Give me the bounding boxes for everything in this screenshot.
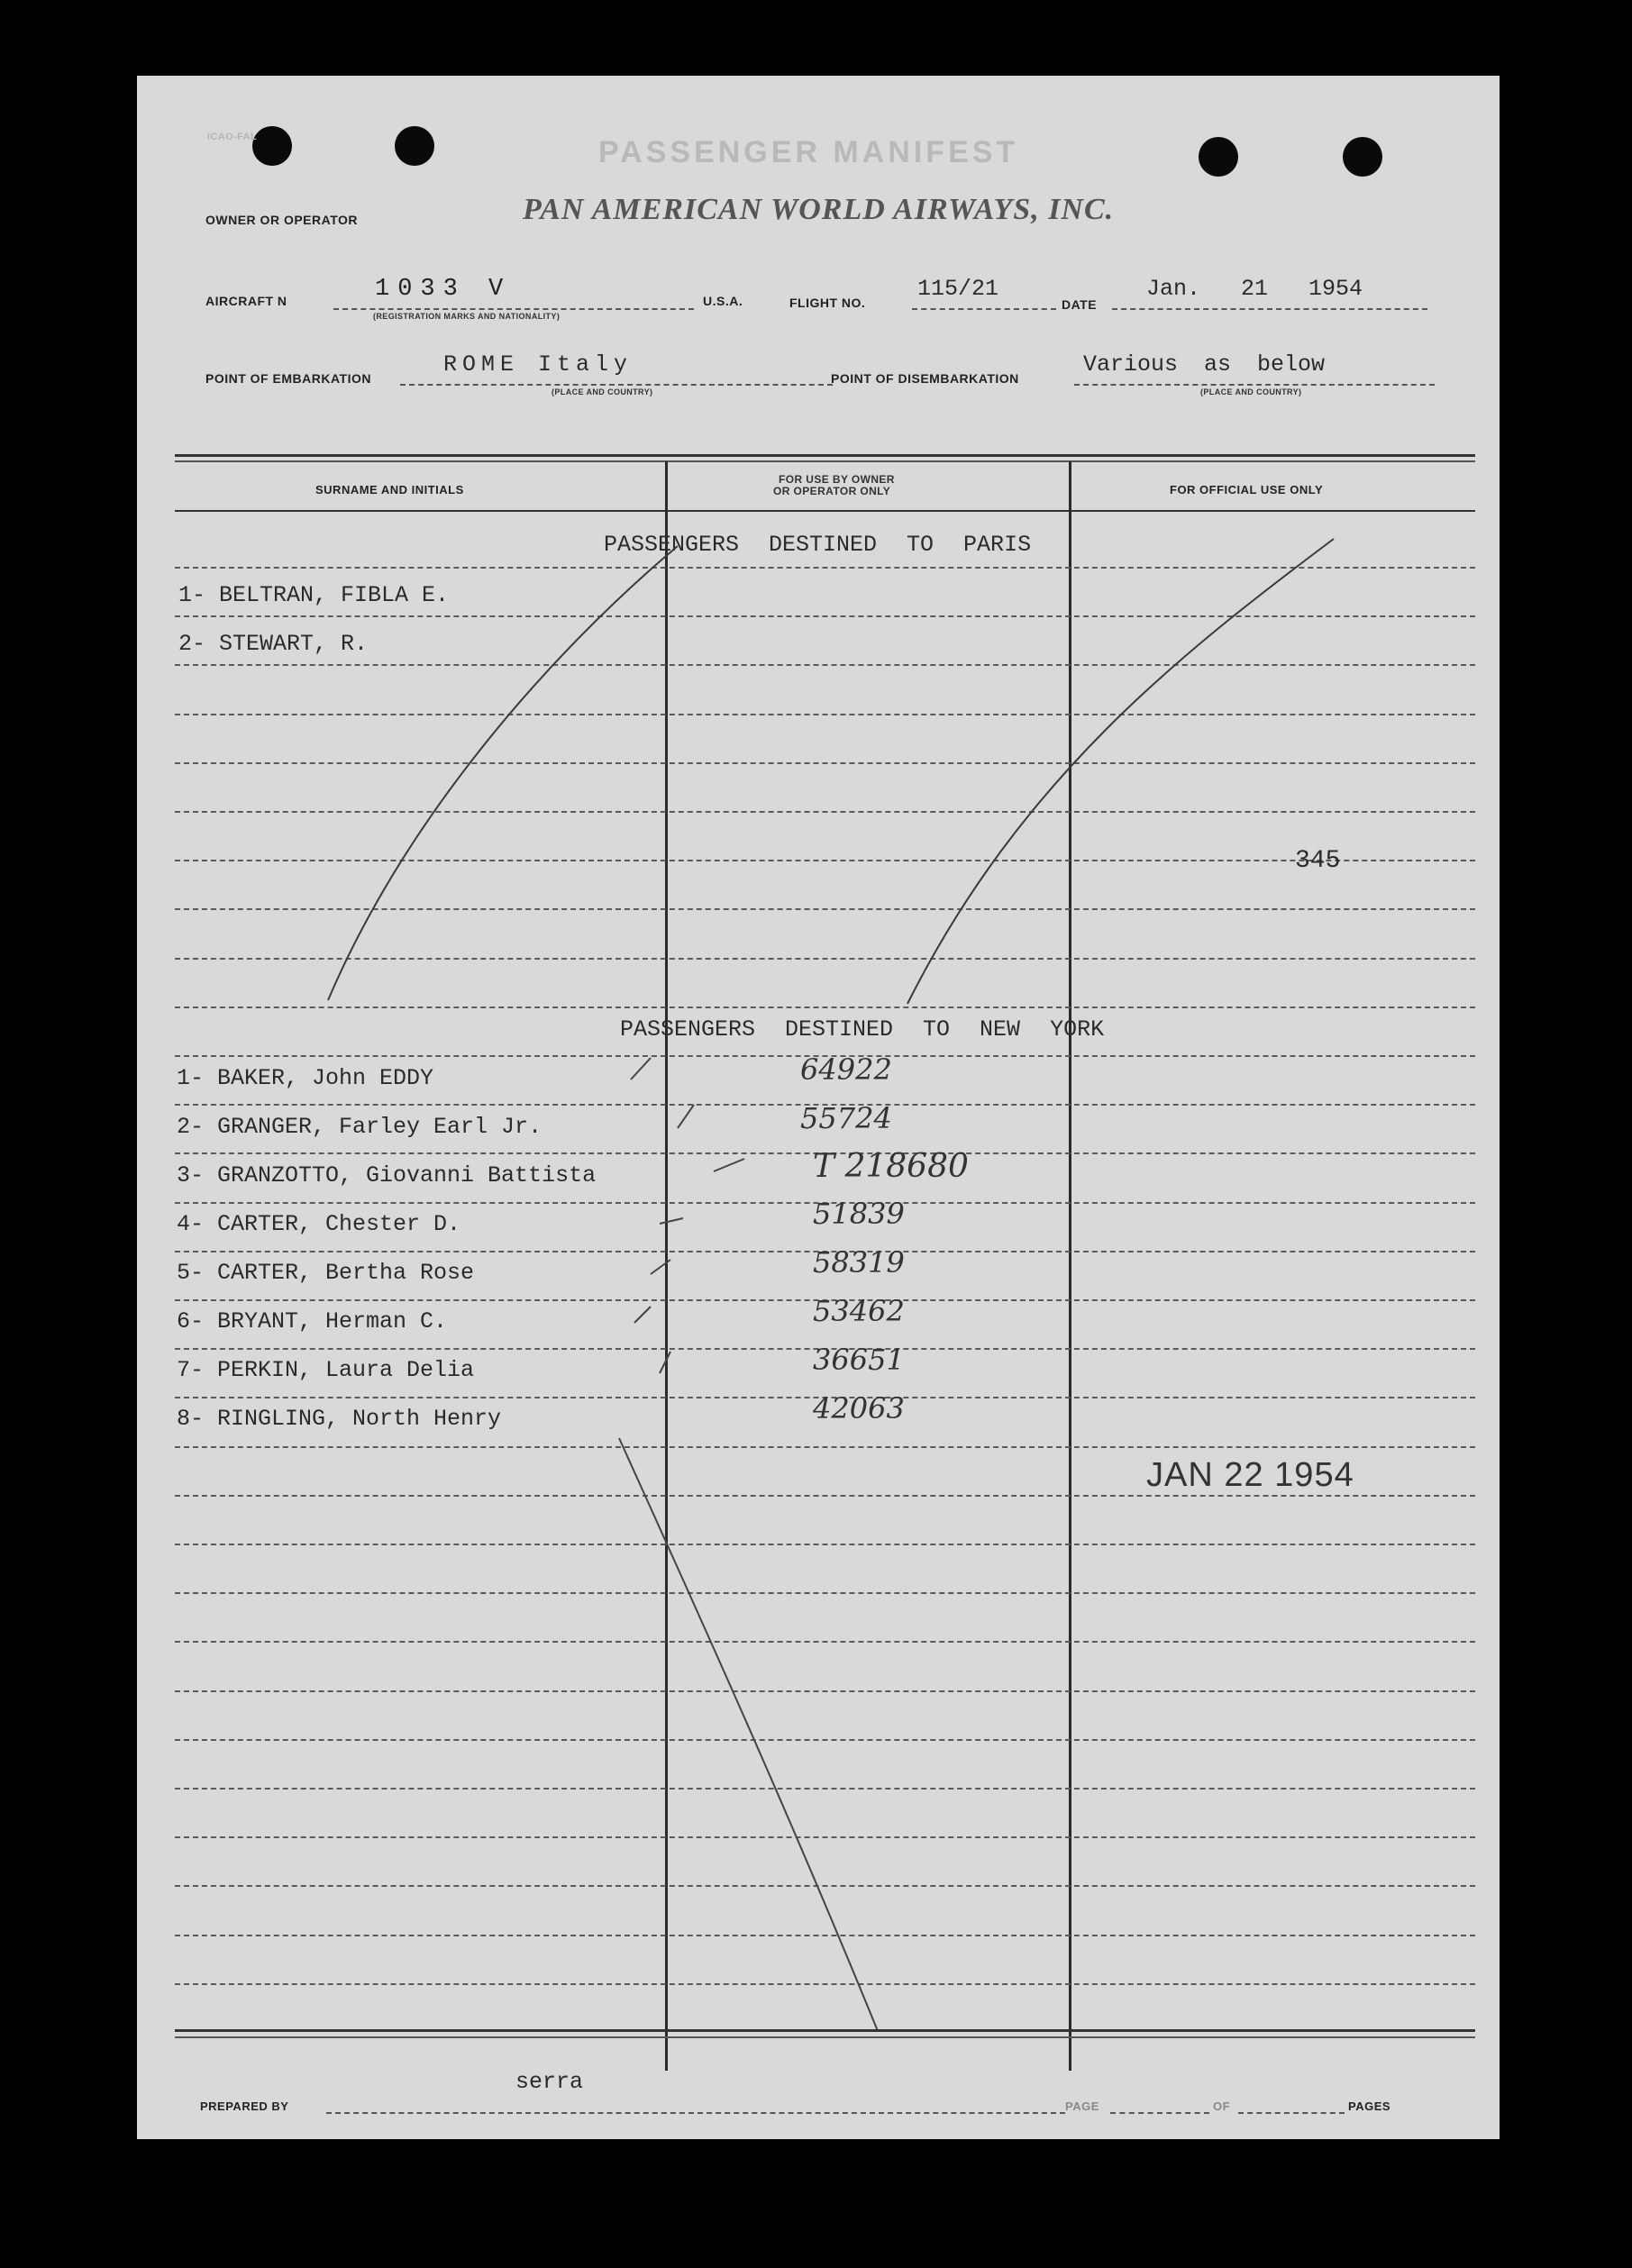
- ny-passenger-3: 3- GRANZOTTO, Giovanni Battista: [177, 1162, 597, 1189]
- table-row-line: [175, 1641, 1475, 1643]
- table-row-line: [175, 860, 1475, 861]
- ny-passenger-7: 7- PERKIN, Laura Delia: [177, 1357, 475, 1383]
- flight-underline: [912, 308, 1056, 310]
- of-label: OF: [1213, 2099, 1231, 2113]
- ny-passenger-2: 2- GRANGER, Farley Earl Jr.: [177, 1114, 542, 1140]
- manifest-sheet: [137, 76, 1500, 2139]
- table-row-line: [175, 1006, 1475, 1008]
- col-header-owner-line2: OR OPERATOR ONLY: [773, 485, 891, 497]
- of-underline: [1238, 2112, 1345, 2114]
- table-row-line: [175, 908, 1475, 910]
- col-header-surname: SURNAME AND INITIALS: [315, 483, 464, 496]
- table-row-line: [175, 615, 1475, 617]
- operator-name: PAN AMERICAN WORLD AIRWAYS, INC.: [523, 193, 1115, 226]
- ny-passenger-4: 4- CARTER, Chester D.: [177, 1211, 461, 1237]
- table-row-line: [175, 762, 1475, 764]
- column-divider: [665, 461, 668, 2071]
- ny-passenger-8: 8- RINGLING, North Henry: [177, 1406, 502, 1432]
- ny-passenger-1: 1- BAKER, John EDDY: [177, 1065, 434, 1091]
- table-row-line: [175, 1739, 1475, 1741]
- ny-ref-5: 58319: [813, 1245, 905, 1280]
- table-row-line: [175, 1690, 1475, 1692]
- received-date-stamp: JAN 22 1954: [1146, 1456, 1354, 1494]
- table-bottom-rule: [175, 2036, 1475, 2038]
- table-bottom-rule: [175, 2029, 1475, 2032]
- paris-section-heading: PASSENGERS DESTINED TO PARIS: [604, 532, 1032, 558]
- flight-number: 115/21: [917, 276, 999, 302]
- paris-passenger-2: 2- STEWART, R.: [178, 631, 369, 657]
- prepared-by-underline: [326, 2112, 1065, 2114]
- form-corner-text: ICAO-FAL: [207, 132, 258, 142]
- date-label: DATE: [1062, 297, 1098, 312]
- ny-ref-4: 51839: [813, 1197, 905, 1231]
- disembarkation-label: POINT OF DISEMBARKATION: [831, 371, 1019, 386]
- table-row-line: [175, 1592, 1475, 1594]
- ny-ref-3: T 218680: [813, 1148, 969, 1185]
- table-row-line: [175, 714, 1475, 715]
- col-header-owner-line1: FOR USE BY OWNER: [779, 473, 895, 486]
- prepared-by-value: serra: [515, 2069, 584, 2095]
- col-header-official: FOR OFFICIAL USE ONLY: [1170, 483, 1324, 496]
- flight-label: FLIGHT NO.: [789, 296, 866, 310]
- owner-label: OWNER OR OPERATOR: [205, 213, 358, 227]
- aircraft-number: 1033 V: [375, 276, 512, 303]
- ny-ref-6: 53462: [813, 1294, 905, 1328]
- registration-caption: (REGISTRATION MARKS AND NATIONALITY): [373, 312, 561, 321]
- table-row-line: [175, 1788, 1475, 1790]
- ny-ref-8: 42063: [813, 1391, 905, 1425]
- table-row-line: [175, 567, 1475, 569]
- punch-hole: [1343, 137, 1382, 177]
- page-underline: [1110, 2112, 1209, 2114]
- usa-label: U.S.A.: [703, 294, 743, 308]
- table-row-line: [175, 1935, 1475, 1936]
- pages-label: PAGES: [1348, 2099, 1391, 2113]
- new-york-section-heading: PASSENGERS DESTINED TO NEW YORK: [620, 1016, 1105, 1043]
- table-row-line: [175, 811, 1475, 813]
- table-row-line: [175, 958, 1475, 960]
- table-row-line: [175, 1446, 1475, 1448]
- page-label: PAGE: [1065, 2099, 1099, 2113]
- disembarkation-value: Various as below: [1083, 351, 1326, 378]
- punch-hole: [395, 126, 434, 166]
- embarkation-underline: [400, 384, 833, 386]
- prepared-by-label: PREPARED BY: [200, 2099, 289, 2113]
- embarkation-value: ROME Italy: [443, 351, 634, 378]
- date-underline: [1112, 308, 1427, 310]
- aircraft-label: AIRCRAFT N: [205, 294, 287, 308]
- disembarkation-underline: [1074, 384, 1435, 386]
- table-row-line: [175, 1544, 1475, 1545]
- aircraft-underline: [333, 308, 694, 310]
- table-top-rule: [175, 454, 1475, 457]
- table-row-line: [175, 1495, 1475, 1497]
- place-caption-disembark: (PLACE AND COUNTRY): [1200, 387, 1302, 396]
- table-top-rule: [175, 460, 1475, 462]
- table-row-line: [175, 664, 1475, 666]
- table-row-line: [175, 1983, 1475, 1985]
- ny-ref-1: 64922: [800, 1052, 892, 1087]
- paris-official-number: 345: [1295, 847, 1341, 875]
- place-caption-embark: (PLACE AND COUNTRY): [552, 387, 653, 396]
- ny-passenger-6: 6- BRYANT, Herman C.: [177, 1308, 448, 1334]
- form-title: PASSENGER MANIFEST: [598, 135, 1019, 169]
- header-bottom-rule: [175, 510, 1475, 512]
- table-row-line: [175, 1836, 1475, 1838]
- flight-date: Jan. 21 1954: [1146, 276, 1363, 302]
- punch-hole: [252, 126, 292, 166]
- column-divider: [1069, 461, 1071, 2071]
- punch-hole: [1199, 137, 1238, 177]
- ny-ref-7: 36651: [813, 1343, 905, 1377]
- ny-ref-2: 55724: [800, 1101, 892, 1135]
- table-row-line: [175, 1885, 1475, 1887]
- ny-passenger-5: 5- CARTER, Bertha Rose: [177, 1260, 475, 1286]
- paris-passenger-1: 1- BELTRAN, FIBLA E.: [178, 582, 450, 608]
- embarkation-label: POINT OF EMBARKATION: [205, 371, 371, 386]
